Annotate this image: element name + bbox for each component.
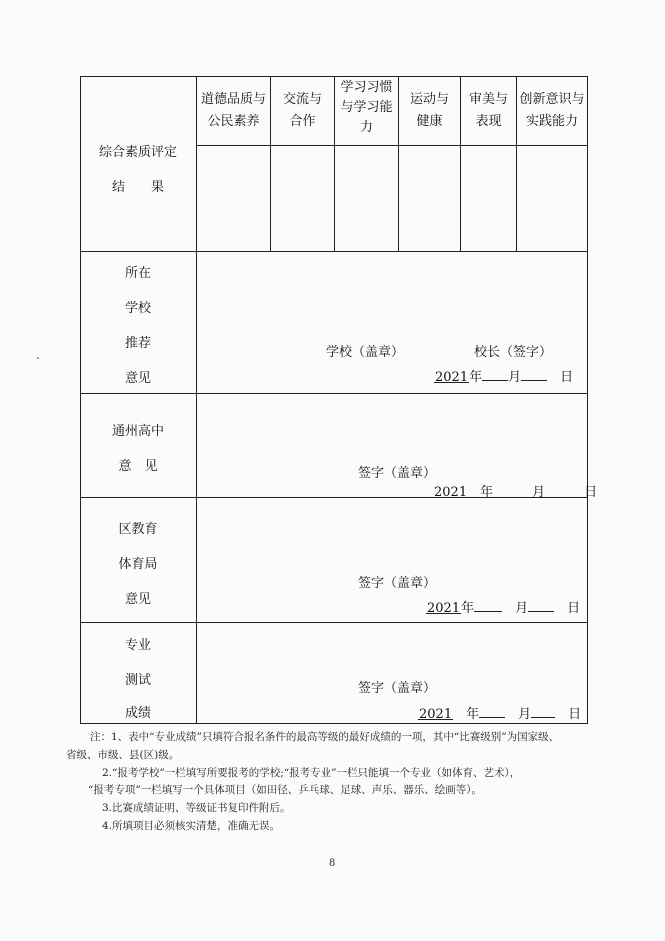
table-border-left (80, 76, 81, 724)
col-header-innovation-line-1: 创新意识与 (519, 92, 585, 107)
district-date-day-unit: 日 (567, 601, 581, 616)
professional-label-line-2: 测试 (124, 673, 151, 688)
professional-day-blank (531, 705, 555, 718)
table-border-bottom (80, 723, 588, 724)
school-month-blank (482, 368, 508, 381)
school-date-day-unit: 日 (560, 370, 574, 385)
col-header-sports-line-1: 运动与 (409, 92, 449, 107)
col-header-communication-line-1: 交流与 (282, 92, 322, 107)
district-date-year-unit: 年 (461, 601, 475, 616)
school-label-line-4: 意见 (124, 371, 151, 386)
school-stamp-text: 学校（盖章） (326, 345, 405, 360)
school-date-year-unit: 年 (469, 370, 483, 385)
tongzhou-date-month-unit: 月 (532, 485, 546, 500)
school-date-month-unit: 月 (508, 370, 522, 385)
note-1-line-1: 注：1、表中“专业成绩”只填符合报名条件的最高等级的最好成绩的一项，其中“比赛级别”为国家级、 (90, 731, 560, 743)
col-header-communication (271, 92, 334, 130)
tongzhou-date-year: 2021 (434, 485, 468, 500)
page-number: 8 (329, 858, 336, 869)
row-divider-1 (80, 251, 588, 252)
school-date-year: 2021 (435, 370, 469, 385)
professional-label-line-1: 专业 (124, 638, 151, 653)
note-3: 3.比赛成绩证明、等级证书复印件附后。 (102, 802, 291, 814)
col-header-morality-line-2: 公民素养 (207, 114, 260, 129)
note-2-line-1: 2.“报考学校”一栏填写所要报考的学校;“报考专业”一栏只能填一个专业（如体育、艺术）， (102, 767, 521, 779)
district-day-blank (528, 599, 554, 612)
eval-label-line-2: 结 果 (111, 180, 164, 195)
district-label-line-1: 区教育 (118, 522, 158, 537)
professional-date-year: 2021 (419, 707, 453, 722)
district-sign-text: 签字（盖章） (358, 576, 437, 591)
school-day-blank (521, 368, 547, 381)
col-header-innovation-line-2: 实践能力 (525, 114, 578, 129)
col-header-aesthetics (461, 92, 516, 130)
district-label-line-3: 意见 (124, 592, 151, 607)
col-header-learning (335, 80, 398, 136)
tongzhou-date-year-unit: 年 (480, 485, 494, 500)
row-divider-4 (80, 622, 588, 623)
row-divider-2 (80, 393, 588, 394)
col-header-learning-line-3: 力 (359, 120, 373, 135)
professional-date-month-unit: 月 (518, 707, 532, 722)
professional-date-year-unit: 年 (466, 707, 480, 722)
professional-label-line-3: 成绩 (124, 706, 151, 721)
col-header-learning-line-2: 与学习能 (340, 100, 393, 115)
district-date-month-unit: 月 (515, 601, 529, 616)
eval-label-line-1: 综合素质评定 (98, 145, 177, 160)
col-header-sports-line-2: 健康 (416, 114, 443, 129)
note-4: 4.所填项目必须核实清楚，准确无误。 (102, 820, 281, 832)
district-label-line-2: 体育局 (118, 557, 158, 572)
professional-date-day-unit: 日 (568, 707, 582, 722)
tongzhou-label-line-1: 通州高中 (111, 424, 164, 439)
col-header-sports (399, 92, 460, 130)
district-date (426, 597, 580, 616)
col-header-aesthetics-line-2: 表现 (475, 114, 502, 129)
district-month-blank (474, 599, 502, 612)
note-1-line-2: 省级、市级、县(区)级。 (66, 749, 180, 761)
label-column-divider (196, 76, 197, 724)
col-header-innovation (517, 92, 587, 130)
table-border-right (587, 76, 588, 724)
principal-sign-text: 校长（签字） (474, 345, 553, 360)
professional-sign-text: 签字（盖章） (358, 681, 437, 696)
tongzhou-label-line-2: 意 见 (118, 459, 158, 474)
professional-month-blank (479, 705, 505, 718)
note-2-line-2: “报考专项”一栏填写一个具体项目（如田径、乒乓球、足球、声乐、器乐、绘画等）。 (88, 784, 482, 796)
tongzhou-date-day-unit: 日 (584, 485, 598, 500)
district-date-year: 2021 (427, 601, 461, 616)
school-label-line-3: 推荐 (124, 336, 151, 351)
tongzhou-date (434, 481, 597, 500)
col-header-communication-line-2: 合作 (289, 114, 316, 129)
col-header-learning-line-1: 学习习惯 (340, 80, 393, 95)
school-label-line-2: 学校 (124, 301, 151, 316)
school-label-line-1: 所在 (124, 266, 151, 281)
school-date (434, 366, 573, 385)
header-row-divider (196, 145, 588, 146)
col-header-morality-line-1: 道德品质与 (200, 92, 266, 107)
col-header-aesthetics-line-1: 审美与 (468, 92, 508, 107)
scan-speck (37, 357, 39, 359)
col-header-morality (197, 92, 270, 130)
professional-date (418, 703, 581, 722)
tongzhou-sign-text: 签字（盖章） (358, 466, 437, 481)
